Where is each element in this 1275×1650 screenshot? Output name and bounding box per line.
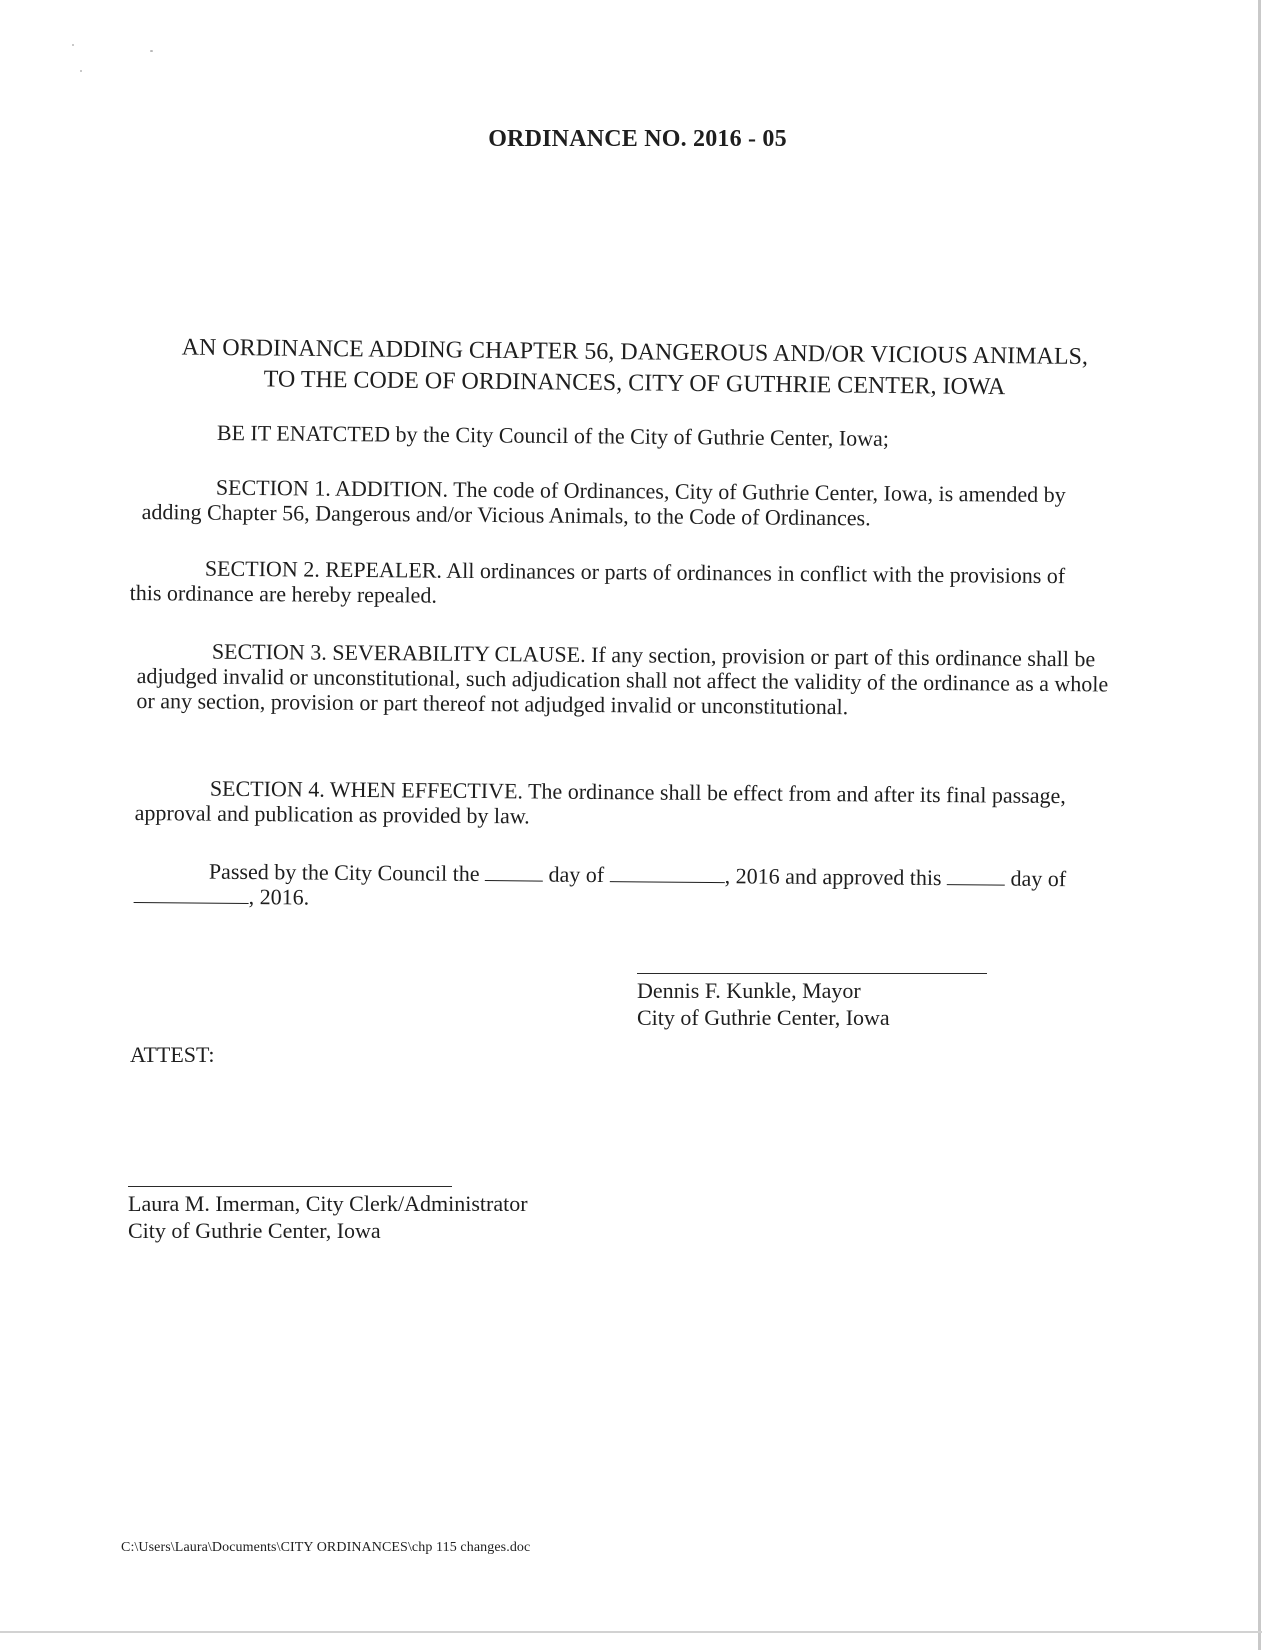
passage-text: day of (1004, 865, 1067, 892)
approval-month-blank[interactable] (134, 884, 249, 904)
file-path-footer: C:\Users\Laura\Documents\CITY ORDINANCES\chp 115 changes.doc (121, 1540, 531, 1555)
passage-text: , 2016. (248, 884, 310, 910)
passage-day-blank[interactable] (485, 862, 543, 882)
mayor-signature-block (637, 977, 890, 1031)
clerk-name: Laura M. Imerman, City Clerk/Administrator (128, 1191, 528, 1216)
scan-speck (72, 44, 74, 46)
heading-line-1: AN ORDINANCE ADDING CHAPTER 56, DANGEROUS AND/OR VICIOUS ANIMALS, (181, 334, 1089, 371)
passage-text: , 2016 and approved this (724, 863, 948, 891)
section-4-when-effective: SECTION 4. WHEN EFFECTIVE. The ordinance shall be effect from and after its final passage, approval and publication as provided by law. (134, 775, 1066, 829)
clerk-city: City of Guthrie Center, Iowa (128, 1218, 381, 1243)
page-bottom-edge (0, 1631, 1262, 1633)
mayor-city: City of Guthrie Center, Iowa (637, 1005, 890, 1030)
passage-text: Passed by the City Council the (208, 858, 486, 887)
ordinance-title: ORDINANCE NO. 2016 - 05 (488, 126, 787, 152)
scan-speck (150, 50, 153, 52)
clerk-signature-block (128, 1190, 528, 1244)
enactment-clause: BE IT ENATCTED by the City Council of the City of Guthrie Center, Iowa; (216, 420, 890, 451)
clerk-signature-line[interactable] (128, 1186, 452, 1187)
passage-text: day of (542, 861, 610, 888)
ordinance-heading (129, 332, 1140, 405)
section-1-addition: SECTION 1. ADDITION. The code of Ordinances, City of Guthrie Center, Iowa, is amended by adding Chapter 56, Dangerous and/or Vicious Animals, to the Code of Ordinances. (141, 474, 1066, 531)
section-3-severability: SECTION 3. SEVERABILITY CLAUSE. If any section, provision or part of this ordinance shall be adjudged invalid or unconstitutional, such adjudication shall not affect the validity of the ordinance as a whole or any section, provision or part thereof not adjudged invalid or unconstitutional. (136, 638, 1109, 720)
passage-paragraph (134, 858, 1114, 917)
attest-label: ATTEST: (130, 1042, 215, 1067)
approval-day-blank[interactable] (947, 866, 1005, 886)
mayor-signature-line[interactable] (637, 973, 987, 974)
heading-line-2: TO THE CODE OF ORDINANCES, CITY OF GUTHRIE CENTER, IOWA (263, 366, 1006, 401)
section-2-repealer: SECTION 2. REPEALER. All ordinances or parts of ordinances in conflict with the provisions of this ordinance are hereby repealed. (129, 555, 1066, 608)
page-right-edge (1258, 0, 1261, 1650)
mayor-name: Dennis F. Kunkle, Mayor (637, 978, 861, 1003)
scan-speck (80, 70, 82, 72)
passage-month-blank[interactable] (610, 863, 725, 883)
